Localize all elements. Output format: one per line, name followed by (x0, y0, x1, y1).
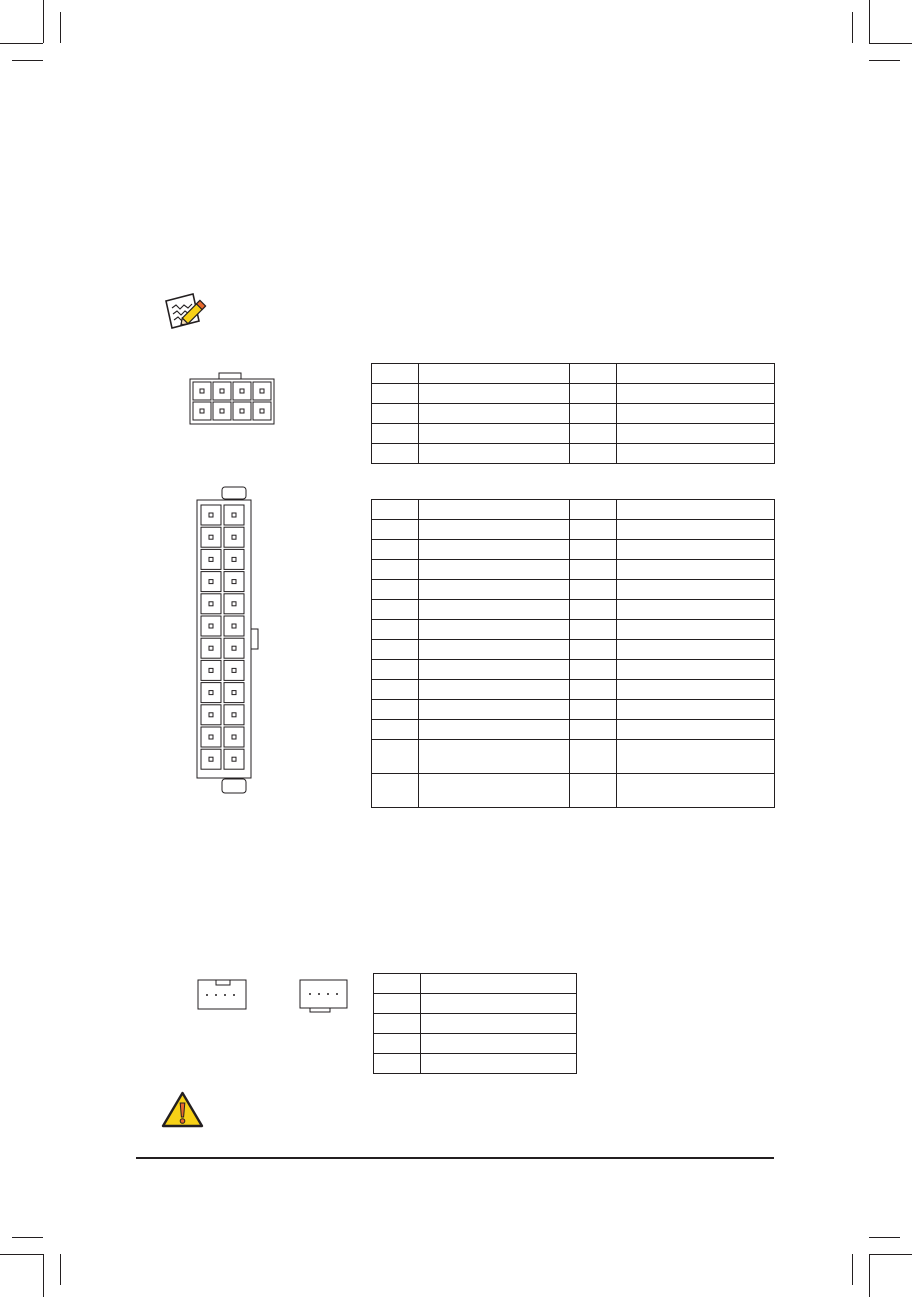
pin-cell (201, 572, 221, 592)
pin-cell (193, 402, 211, 420)
table-cell (570, 660, 617, 680)
table-cell (419, 680, 570, 700)
table-cell (419, 404, 570, 424)
table-row (372, 740, 775, 774)
table-cell (372, 364, 419, 384)
table-row (372, 620, 775, 640)
table-cell (372, 540, 419, 560)
table-cell (570, 404, 617, 424)
table-cell (570, 680, 617, 700)
table-cell (419, 580, 570, 600)
table-cell (419, 700, 570, 720)
fan-header-b (299, 979, 349, 1013)
table-cell (372, 700, 419, 720)
table-row (372, 640, 775, 660)
crop-mark-bottom-left-v (43, 1254, 44, 1297)
pin-cell (201, 505, 221, 525)
footer-rule (136, 1157, 774, 1159)
pin-cell (233, 402, 251, 420)
table-cell (421, 994, 577, 1014)
pin-cell (213, 382, 231, 400)
crop-mark-top-left-v (43, 0, 44, 43)
table-row (374, 994, 577, 1014)
table-cell (617, 500, 775, 520)
crop-mark-bottom-right-v2 (852, 1254, 853, 1285)
table-cell (617, 560, 775, 580)
crop-mark-top-left-h (0, 43, 43, 44)
pin-cell (224, 505, 244, 525)
table-cell (617, 774, 775, 808)
table-row (374, 1054, 577, 1074)
connector-latch (219, 373, 241, 379)
crop-mark-bottom-right-h (869, 1254, 912, 1255)
crop-mark-bottom-right-v (869, 1254, 870, 1297)
pin-cell (201, 749, 221, 769)
table-cell (419, 424, 570, 444)
pin-cell (224, 572, 244, 592)
crop-mark-top-left-v2 (60, 12, 61, 43)
pin-cell (224, 683, 244, 703)
pin-cell (224, 549, 244, 569)
fan-header-pin-table (373, 973, 577, 1074)
atx-12v-pin-table (371, 363, 775, 464)
table-cell (419, 520, 570, 540)
table-row (372, 384, 775, 404)
table-cell (372, 740, 419, 774)
table-row (374, 1014, 577, 1034)
table-cell (372, 720, 419, 740)
table-cell (570, 774, 617, 808)
pin-cell (193, 382, 211, 400)
table-cell (570, 500, 617, 520)
warning-triangle-icon (161, 1091, 204, 1129)
table-cell (617, 600, 775, 620)
table-row (372, 720, 775, 740)
pin-cell (201, 683, 221, 703)
table-cell (570, 540, 617, 560)
table-cell (419, 444, 570, 464)
fan-header-a (197, 979, 247, 1011)
table-cell (372, 620, 419, 640)
table-row (372, 680, 775, 700)
table-cell (617, 660, 775, 680)
crop-mark-bottom-left-h2 (12, 1237, 43, 1238)
table-cell (372, 660, 419, 680)
pin-cell (201, 705, 221, 725)
table-cell (372, 520, 419, 540)
table-cell (570, 444, 617, 464)
table-cell (570, 424, 617, 444)
table-cell (419, 364, 570, 384)
table-row (374, 1034, 577, 1054)
table-row (372, 774, 775, 808)
table-cell (374, 974, 421, 994)
pin-cell (224, 527, 244, 547)
table-cell (419, 720, 570, 740)
table-row (372, 424, 775, 444)
table-cell (419, 384, 570, 404)
atx-24pin-connector (196, 486, 260, 798)
connector-latch-top (222, 487, 246, 499)
connector-latch-bottom (222, 779, 246, 793)
note-pencil-icon (163, 291, 209, 331)
table-cell (421, 974, 577, 994)
table-row (372, 560, 775, 580)
atx-24pin-table (371, 499, 775, 808)
table-cell (419, 660, 570, 680)
pin-cell (224, 594, 244, 614)
pin-cell (253, 402, 271, 420)
pin-cell (213, 402, 231, 420)
table-cell (617, 540, 775, 560)
table-cell (374, 1034, 421, 1054)
pin-cell (224, 749, 244, 769)
table-cell (617, 364, 775, 384)
crop-mark-top-right-v (869, 0, 870, 43)
table-cell (372, 774, 419, 808)
table-cell (570, 560, 617, 580)
crop-mark-bottom-left-h (0, 1254, 43, 1255)
table-cell (419, 560, 570, 580)
table-row (372, 580, 775, 600)
table-cell (374, 994, 421, 1014)
table-cell (372, 424, 419, 444)
pin-cell (201, 727, 221, 747)
table-cell (419, 620, 570, 640)
table-cell (570, 580, 617, 600)
table-cell (617, 640, 775, 660)
table-cell (372, 384, 419, 404)
table-cell (372, 560, 419, 580)
table-cell (570, 720, 617, 740)
pin-cell (201, 549, 221, 569)
pin-cell (224, 727, 244, 747)
table-cell (570, 364, 617, 384)
table-cell (419, 600, 570, 620)
pin-cell (224, 638, 244, 658)
pin-cell (201, 616, 221, 636)
pin-cell (224, 616, 244, 636)
table-row (372, 520, 775, 540)
table-cell (372, 640, 419, 660)
table-row (372, 600, 775, 620)
table-row (372, 364, 775, 384)
table-cell (419, 774, 570, 808)
table-cell (372, 580, 419, 600)
table-cell (570, 640, 617, 660)
table-cell (617, 720, 775, 740)
table-cell (617, 620, 775, 640)
table-cell (570, 520, 617, 540)
pin-cell (233, 382, 251, 400)
table-cell (419, 540, 570, 560)
table-cell (419, 640, 570, 660)
table-row (372, 444, 775, 464)
pin-cell (201, 527, 221, 547)
crop-mark-top-left-h2 (12, 60, 43, 61)
crop-mark-top-right-h (869, 43, 912, 44)
crop-mark-bottom-left-v2 (60, 1254, 61, 1285)
table-cell (570, 700, 617, 720)
table-cell (570, 600, 617, 620)
table-cell (617, 424, 775, 444)
table-cell (374, 1054, 421, 1074)
pin-cell (201, 638, 221, 658)
table-cell (372, 600, 419, 620)
table-cell (421, 1054, 577, 1074)
table-cell (372, 404, 419, 424)
table-cell (419, 740, 570, 774)
table-cell (372, 444, 419, 464)
table-row (372, 660, 775, 680)
table-row (372, 500, 775, 520)
crop-mark-top-right-v2 (852, 12, 853, 43)
crop-mark-bottom-right-h2 (869, 1237, 900, 1238)
table-row (374, 974, 577, 994)
table-cell (617, 740, 775, 774)
table-row (372, 540, 775, 560)
pin-cell (253, 382, 271, 400)
crop-mark-top-right-h2 (869, 60, 900, 61)
table-cell (421, 1034, 577, 1054)
table-cell (617, 700, 775, 720)
table-cell (372, 500, 419, 520)
connector-side-key (251, 629, 258, 649)
table-row (372, 404, 775, 424)
pin-cell (201, 660, 221, 680)
table-cell (617, 404, 775, 424)
table-cell (372, 680, 419, 700)
atx-12v-8pin-connector (189, 372, 275, 425)
pin-cell (224, 660, 244, 680)
table-cell (419, 500, 570, 520)
table-cell (374, 1014, 421, 1034)
table-cell (617, 580, 775, 600)
pin-cell (201, 594, 221, 614)
table-cell (570, 620, 617, 640)
table-row (372, 700, 775, 720)
table-cell (617, 384, 775, 404)
pin-cell (224, 705, 244, 725)
table-cell (570, 740, 617, 774)
table-cell (570, 384, 617, 404)
table-cell (421, 1014, 577, 1034)
table-cell (617, 444, 775, 464)
table-cell (617, 520, 775, 540)
table-cell (617, 680, 775, 700)
